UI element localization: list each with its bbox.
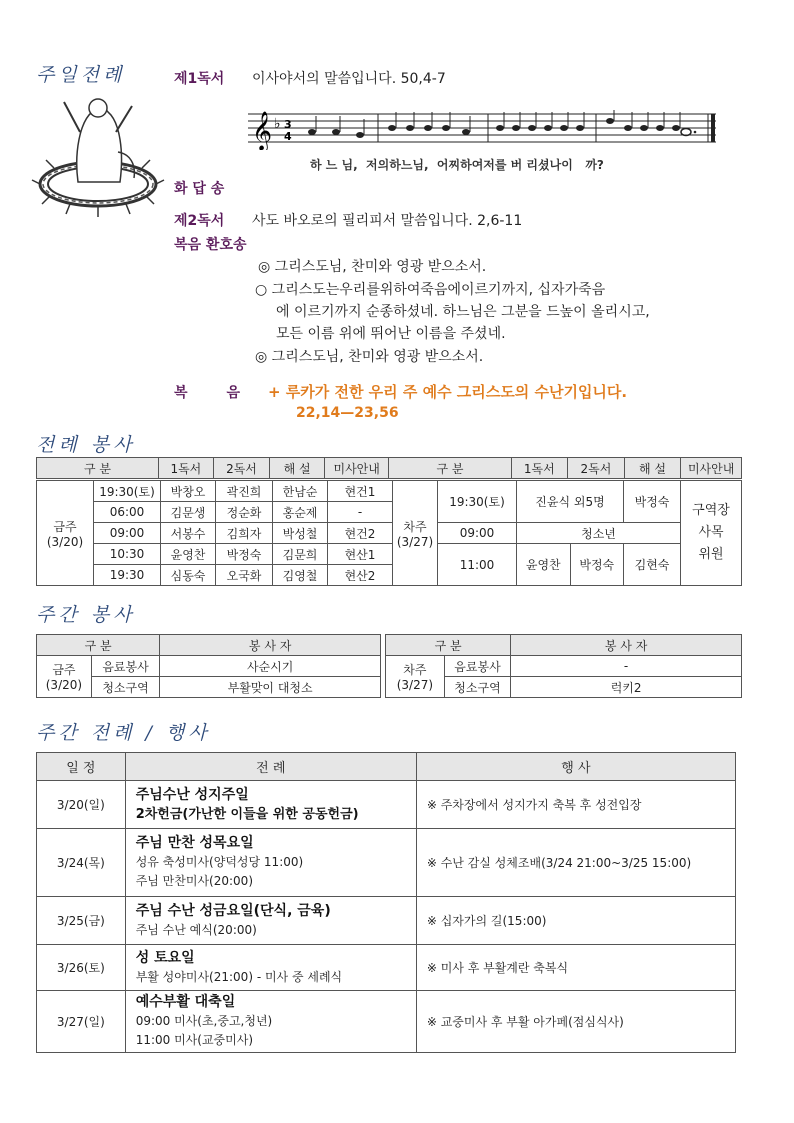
- activity-cell: ※ 교중미사 후 부활 아가페(점심식사): [416, 991, 735, 1053]
- table-row: [37, 781, 736, 829]
- header-cell: 2독서: [568, 458, 625, 479]
- header-cell: 미사안내: [681, 458, 742, 479]
- liturgy-sub: 부활 성야미사(21:00) - 미사 중 세례식: [135, 969, 343, 984]
- table-cell: 박창오: [161, 481, 216, 502]
- table-cell: 정순화: [216, 502, 273, 523]
- psalm-music-staff: [248, 110, 720, 150]
- liturgy-cell: [125, 897, 416, 945]
- table-cell: 음료봉사: [444, 656, 510, 677]
- service-table: [36, 457, 742, 479]
- liturgy-main: 주님 수난 성금요일(단식, 금육): [135, 902, 331, 919]
- service-table-body: [36, 480, 742, 586]
- weekly-title: 주간 봉사: [36, 604, 136, 626]
- acclamation-label: 복음 환호송: [174, 237, 247, 253]
- acclamation-line: 모든 이름 위에 뛰어난 이름을 주셨네.: [276, 326, 506, 342]
- header-cell: 구 분: [37, 458, 159, 479]
- table-cell: 현산2: [328, 565, 393, 586]
- time-cell: 10:30: [94, 544, 161, 565]
- table-cell: 서봉수: [161, 523, 216, 544]
- liturgy-title: 주일전례: [36, 64, 126, 86]
- svg-text:4: 4: [284, 130, 292, 143]
- table-cell: 진윤식 외5명: [517, 481, 624, 523]
- table-cell: 부활맞이 대청소: [160, 677, 381, 698]
- liturgy-sub: 주님 만찬미사(20:00): [135, 874, 253, 888]
- weekly-table: [36, 634, 742, 698]
- psalm-label: 화 답 송: [174, 181, 225, 197]
- time-cell: 09:00: [438, 523, 517, 544]
- table-cell: 청소구역: [91, 677, 159, 698]
- table-cell: 현건1: [328, 481, 393, 502]
- events-table: [36, 752, 736, 1053]
- header-cell: 봉 사 자: [511, 635, 742, 656]
- activity-cell: ※ 십자가의 길(15:00): [416, 897, 735, 945]
- liturgy-cell: [125, 829, 416, 897]
- liturgy-main: 예수부활 대축일: [135, 994, 236, 1010]
- table-row: [37, 897, 736, 945]
- table-cell: -: [328, 502, 393, 523]
- header-cell: 행 사: [416, 753, 735, 781]
- table-header-row: [37, 458, 742, 479]
- table-cell: 윤영찬: [161, 544, 216, 565]
- liturgy-cell: [125, 945, 416, 991]
- psalm-lyrics: 하 느 님, 저의하느님, 어찌하여저를 버 리셨나이 까?: [310, 158, 604, 172]
- time-cell: 19:30: [94, 565, 161, 586]
- header-cell: 일 정: [37, 753, 126, 781]
- time-cell: 09:00: [94, 523, 161, 544]
- table-cell: 오국화: [216, 565, 273, 586]
- svg-text:3: 3: [284, 118, 292, 131]
- gospel-text: + 루카가 전한 우리 주 예수 그리스도의 수난기입니다.: [268, 383, 628, 401]
- header-cell: 1독서: [159, 458, 214, 479]
- table-cell: 김현숙: [624, 544, 681, 586]
- acclamation-line: ◎ 그리스도님, 찬미와 영광 받으소서.: [255, 349, 484, 365]
- header-cell: 2독서: [213, 458, 270, 479]
- table-cell: 박정숙: [624, 481, 681, 523]
- liturgy-sub: 성유 축성미사(양덕성당 11:00): [135, 855, 304, 869]
- acclamation-line: ◎ 그리스도님, 찬미와 영광 받으소서.: [258, 259, 487, 275]
- header-cell: 전 례: [125, 753, 416, 781]
- activity-cell: ※ 주차장에서 성지가지 축복 후 성전입장: [416, 781, 735, 829]
- table-cell: 김문생: [161, 502, 216, 523]
- table-cell: 현건2: [328, 523, 393, 544]
- date-cell: 3/27(일): [37, 991, 126, 1053]
- reading1-text: 이사야서의 말씀입니다. 50,4-7: [252, 71, 446, 87]
- date-cell: 3/20(일): [37, 781, 126, 829]
- reading1-label: 제1독서: [174, 71, 225, 87]
- gospel-ref: 22,14—23,56: [296, 405, 399, 421]
- table-row: [37, 945, 736, 991]
- reading2-label: 제2독서: [174, 213, 225, 229]
- time-cell: 19:30(토): [438, 481, 517, 523]
- reading2-text: 사도 바오로의 필리피서 말씀입니다. 2,6-11: [252, 213, 523, 229]
- table-row: [37, 544, 742, 565]
- gospel-label: 복 음: [174, 385, 241, 401]
- table-cell: 곽진희: [216, 481, 273, 502]
- header-cell: 해 설: [270, 458, 325, 479]
- table-row: [37, 829, 736, 897]
- activity-cell: ※ 수난 감실 성체조배(3/24 21:00~3/25 15:00): [416, 829, 735, 897]
- table-cell: 심동숙: [161, 565, 216, 586]
- table-header-row: [37, 753, 736, 781]
- table-cell: 윤영찬: [517, 544, 571, 586]
- header-cell: 봉 사 자: [160, 635, 381, 656]
- table-cell: 사순시기: [160, 656, 381, 677]
- svg-text:𝄞: 𝄞: [252, 111, 273, 150]
- table-cell: 김문희: [273, 544, 328, 565]
- liturgy-sub: 09:00 미사(초,중고,청년): [135, 1014, 273, 1028]
- liturgy-sub: 주님 수난 예식(20:00): [135, 922, 257, 937]
- service-title: 전례 봉사: [36, 434, 136, 456]
- date-cell: 3/24(목): [37, 829, 126, 897]
- header-cell: 구 분: [386, 635, 511, 656]
- week-cell: 차주 (3/27): [386, 656, 445, 698]
- table-cell: 홍순제: [273, 502, 328, 523]
- svg-text:♭: ♭: [274, 116, 281, 132]
- events-title: 주간 전례 / 행사: [36, 722, 211, 744]
- table-cell: 박성철: [273, 523, 328, 544]
- table-cell: 음료봉사: [91, 656, 159, 677]
- guide-cell: 구역장 사목 위원: [681, 481, 742, 586]
- liturgy-main: 성 토요일: [135, 949, 195, 966]
- liturgy-cell: [125, 781, 416, 829]
- table-cell: 한남순: [273, 481, 328, 502]
- table-row: [37, 481, 742, 502]
- table-cell: -: [511, 656, 742, 677]
- table-cell: 청소구역: [444, 677, 510, 698]
- table-cell: 럭키2: [511, 677, 742, 698]
- table-cell: 박정숙: [216, 544, 273, 565]
- time-cell: 19:30(토): [94, 481, 161, 502]
- date-cell: 3/26(토): [37, 945, 126, 991]
- table-row: [37, 991, 736, 1053]
- header-cell: 해 설: [624, 458, 681, 479]
- header-cell: 구 분: [389, 458, 511, 479]
- liturgy-main: 주님수난 성지주일: [135, 786, 249, 803]
- table-row: [37, 523, 742, 544]
- table-cell: 박정숙: [570, 544, 624, 586]
- table-cell: 김희자: [216, 523, 273, 544]
- time-cell: 11:00: [438, 544, 517, 586]
- week-cell: 차주 (3/27): [393, 481, 438, 586]
- table-cell: 현산1: [328, 544, 393, 565]
- acclamation-line: 에 이르기까지 순종하셨네. 하느님은 그분을 드높이 올리시고,: [276, 304, 650, 320]
- table-header-row: [37, 635, 742, 656]
- crown-of-thorns-illustration: [30, 92, 165, 222]
- header-cell: 구 분: [37, 635, 160, 656]
- header-cell: 1독서: [511, 458, 568, 479]
- header-cell: 미사안내: [324, 458, 389, 479]
- liturgy-sub: 11:00 미사(교중미사): [135, 1033, 253, 1047]
- week-cell: 금주 (3/20): [37, 481, 94, 586]
- week-cell: 금주 (3/20): [37, 656, 92, 698]
- time-cell: 06:00: [94, 502, 161, 523]
- liturgy-main: 주님 만찬 성목요일: [135, 835, 254, 851]
- table-row: [37, 656, 742, 677]
- liturgy-sub: 2차헌금(가난한 이들을 위한 공동헌금): [135, 806, 359, 822]
- acclamation-line: ○ 그리스도는우리를위하여죽음에이르기까지, 십자가죽음: [255, 282, 606, 298]
- liturgy-cell: [125, 991, 416, 1053]
- activity-cell: ※ 미사 후 부활계란 축복식: [416, 945, 735, 991]
- table-cell: 김영철: [273, 565, 328, 586]
- date-cell: 3/25(금): [37, 897, 126, 945]
- table-cell: 청소년: [517, 523, 681, 544]
